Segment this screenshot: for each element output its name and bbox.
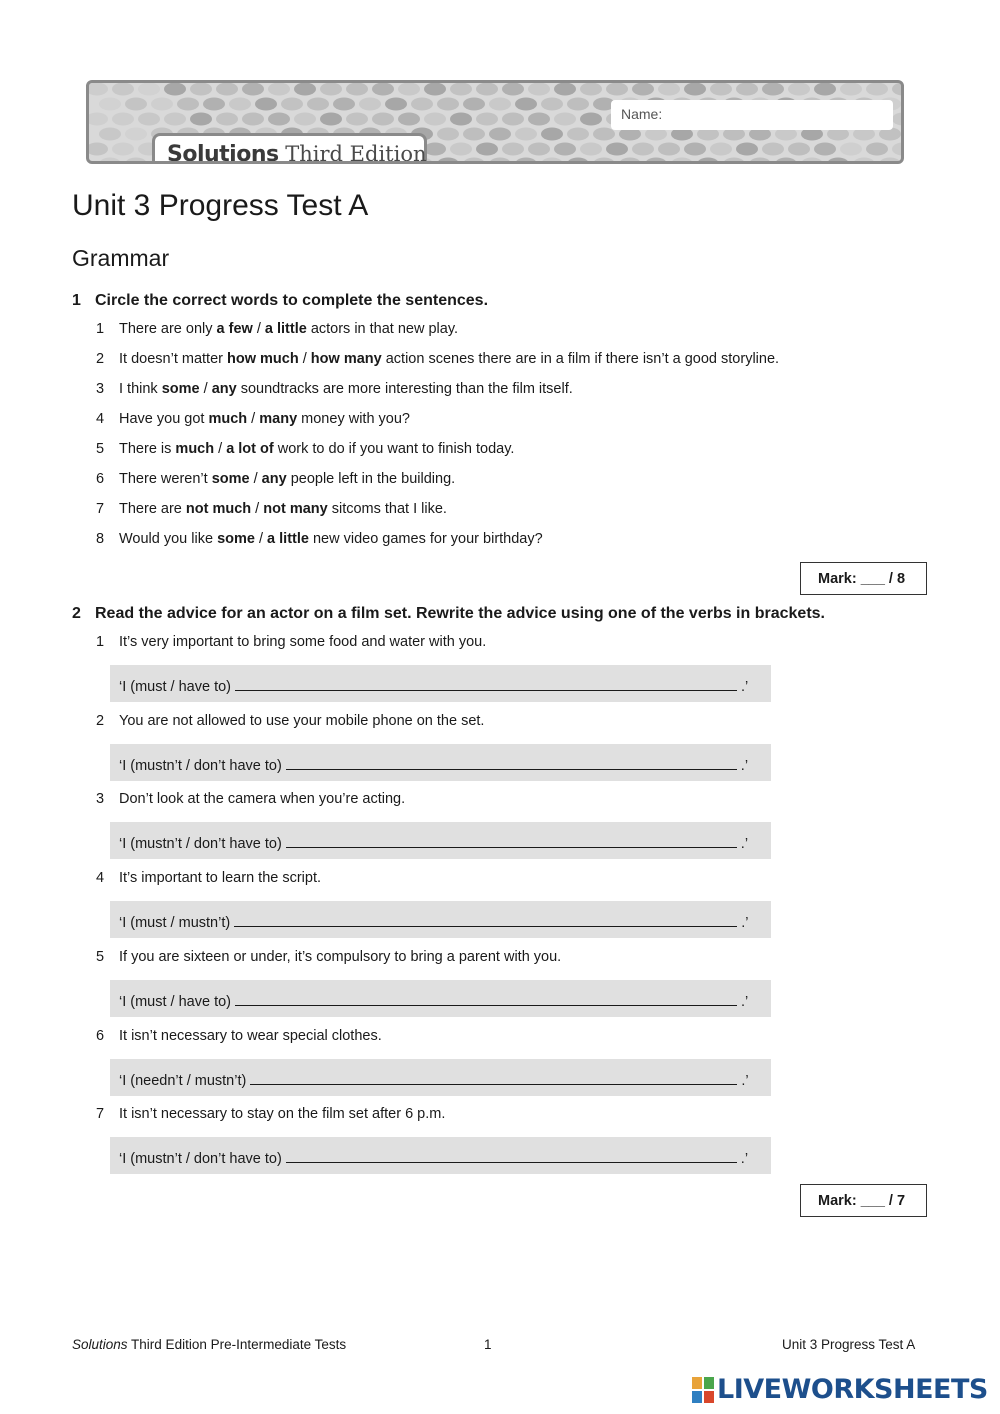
banner-pebble [99,158,121,165]
exercise-2-item [96,634,486,650]
exercise-instruction: Read the advice for an actor on a film set. Rewrite the advice using one of the verbs in brackets. [95,605,825,622]
banner-pebble [645,158,667,165]
banner-pebble [736,143,758,156]
banner-pebble [242,113,264,126]
banner-pebble [112,113,134,126]
banner-pebble [515,158,537,165]
banner-pebble [632,143,654,156]
banner-pebble [671,158,693,165]
answer-prompt: ‘I (must / mustn’t) [119,915,231,932]
banner-pebble [320,83,342,96]
banner-pebble [307,98,329,111]
banner-pebble [684,83,706,96]
answer-line[interactable] [286,833,737,848]
banner-pebble [320,113,342,126]
banner-pebble [762,143,784,156]
item-number: 4 [96,411,105,427]
banner-pebble [398,83,420,96]
exercise-1-item [96,441,514,457]
banner-pebble [216,83,238,96]
banner-pebble [489,98,511,111]
banner-pebble [437,158,459,165]
banner-pebble [515,98,537,111]
item-text-start: I think [119,381,162,397]
footer-italic: Solutions [72,1337,128,1352]
banner-pebble [710,83,732,96]
exercise-number: 2 [72,605,81,622]
item-number: 5 [96,441,105,457]
banner-pebble [125,128,147,141]
answer-prompt: ‘I (mustn’t / don’t have to) [119,1151,282,1168]
banner-pebble [554,143,576,156]
item-number: 6 [96,471,105,487]
banner-pebble [593,128,615,141]
banner-pebble [723,158,745,165]
item-text: You are not allowed to use your mobile phone on the set. [119,712,485,729]
option-separator: / [214,441,227,457]
option-2[interactable]: many [259,411,298,427]
banner-pebble [710,143,732,156]
exercise-1-heading [72,292,488,310]
item-text: It’s important to learn the script. [119,870,322,887]
item-text-start: It doesn’t matter [119,351,227,367]
banner-pebble [411,98,433,111]
banner-pebble [541,158,563,165]
exercise-2-item [96,1028,382,1044]
item-number: 6 [96,1027,105,1044]
option-separator: / [247,411,260,427]
answer-box[interactable] [110,822,771,859]
banner-pebble [515,128,537,141]
liveworksheets-text: LIVEWORKSHEETS [717,1374,988,1405]
banner-pebble [177,98,199,111]
banner-pebble [424,113,446,126]
banner-pebble [502,113,524,126]
name-field[interactable] [611,100,893,130]
item-text-start: There weren’t [119,471,212,487]
answer-end: .’ [741,993,749,1010]
banner-pebble [606,143,628,156]
exercise-2-item [96,1106,445,1122]
option-separator: / [254,531,268,547]
answer-box[interactable] [110,980,771,1017]
option-2[interactable]: not many [263,501,328,517]
option-1[interactable]: not much [185,501,252,517]
answer-end: .’ [740,757,749,774]
header-banner [86,80,904,164]
banner-pebble [528,113,550,126]
option-separator: / [199,381,212,397]
banner-pebble [450,83,472,96]
item-number: 2 [96,712,105,729]
banner-pebble [788,83,810,96]
option-1[interactable]: some [161,381,200,397]
banner-pebble [125,158,147,165]
page-title: Unit 3 Progress Test A [72,189,369,222]
item-number: 1 [96,634,105,650]
banner-pebble [502,143,524,156]
banner-pebble [788,143,810,156]
banner-pebble [658,143,680,156]
banner-pebble [632,83,654,96]
option-1[interactable]: a few [216,321,253,337]
banner-pebble [385,98,407,111]
banner-pebble [424,83,446,96]
item-text-end: people left in the building. [286,471,456,487]
item-number: 4 [96,870,105,887]
banner-pebble [190,113,212,126]
answer-line[interactable] [235,676,737,691]
banner-pebble [502,83,524,96]
banner-pebble [567,98,589,111]
banner-pebble [294,83,316,96]
answer-box[interactable] [110,1137,771,1174]
banner-pebble [814,83,836,96]
exercise-2-item [96,713,484,729]
exercise-1-item [96,381,573,397]
liveworksheets-icon [692,1377,714,1403]
answer-line[interactable] [286,1148,737,1163]
option-separator: / [298,351,311,367]
banner-pebble [112,83,134,96]
banner-pebble [89,143,108,156]
banner-pebble [866,143,888,156]
name-label: Name: [621,106,663,122]
banner-pebble [125,98,147,111]
banner-pebble [580,83,602,96]
banner-pebble [89,83,108,96]
item-number: 3 [96,791,105,808]
item-text: It isn’t necessary to wear special clothes. [119,1027,382,1044]
answer-end: .’ [741,1072,749,1089]
banner-pebble [476,113,498,126]
banner-pebble [892,113,904,126]
option-1[interactable]: much [175,441,215,457]
option-2[interactable]: a little [264,321,307,337]
item-text: It isn’t necessary to stay on the film set after 6 p.m. [119,1106,446,1123]
brand-logo [152,133,427,164]
option-separator: / [252,321,265,337]
banner-pebble [489,158,511,165]
banner-pebble [879,158,901,165]
mark-label: Mark: ___ / 7 [818,1193,906,1209]
item-text-end: actors in that new play. [306,321,459,337]
banner-pebble [736,83,758,96]
banner-pebble [762,83,784,96]
answer-box[interactable] [110,1059,771,1096]
exercise-2-item [96,949,561,965]
brand-strong: Solutions [167,142,279,164]
banner-pebble [359,98,381,111]
liveworksheets-watermark [692,1372,992,1408]
exercise-2-item [96,870,321,886]
section-heading: Grammar [72,245,170,271]
item-number: 1 [96,321,105,337]
banner-pebble [853,158,875,165]
banner-pebble [242,83,264,96]
banner-pebble [580,143,602,156]
exercise-2-item [96,791,405,807]
banner-pebble [99,98,121,111]
option-1[interactable]: how much [227,351,299,367]
banner-pebble [437,98,459,111]
option-2[interactable]: any [261,471,287,487]
banner-pebble [450,113,472,126]
option-2[interactable]: how many [310,351,382,367]
banner-pebble [89,113,108,126]
banner-pebble [528,83,550,96]
banner-pebble [372,83,394,96]
option-2[interactable]: a little [267,531,309,547]
item-text-end: new video games for your birthday? [308,531,543,547]
banner-pebble [164,113,186,126]
option-1[interactable]: some [217,531,255,547]
banner-pebble [801,158,823,165]
exercise-1-item [96,531,543,547]
banner-pebble [463,158,485,165]
answer-end: .’ [741,679,749,695]
item-text-end: money with you? [297,411,410,427]
mark-box-1 [800,562,927,595]
exercise-1-item [96,471,455,487]
banner-pebble [476,143,498,156]
banner-pebble [775,158,797,165]
item-text-start: There are only [119,321,217,337]
banner-pebble [567,128,589,141]
banner-pebble [541,98,563,111]
answer-line[interactable] [234,912,737,927]
exercise-1-item [96,501,447,517]
item-number: 7 [96,501,105,517]
item-text-start: Would you like [119,531,218,547]
banner-pebble [424,143,446,156]
item-text-end: sitcoms that I like. [327,501,447,517]
item-text: Don’t look at the camera when you’re acting. [119,791,406,808]
banner-pebble [463,128,485,141]
answer-prompt: ‘I (must / have to) [119,993,232,1010]
exercise-1-item [96,411,410,427]
banner-pebble [892,143,904,156]
item-text: It’s very important to bring some food and water with you. [119,634,487,650]
banner-pebble [749,158,771,165]
banner-pebble [450,143,472,156]
banner-pebble [554,83,576,96]
banner-pebble [151,98,173,111]
answer-box[interactable] [110,901,771,938]
footer-left [72,1337,346,1352]
banner-pebble [229,98,251,111]
brand-light: Third Edition [285,142,427,164]
banner-pebble [892,83,904,96]
banner-pebble [658,83,680,96]
answer-prompt: ‘I (must / have to) [119,679,232,695]
item-text-end: work to do if you want to finish today. [273,441,515,457]
option-separator: / [251,501,264,517]
answer-line[interactable] [235,991,737,1006]
footer-left-text: Third Edition Pre-Intermediate Tests [127,1337,347,1352]
banner-pebble [437,128,459,141]
item-number: 3 [96,381,105,397]
banner-pebble [606,83,628,96]
answer-box[interactable] [110,665,771,702]
banner-pebble [216,113,238,126]
banner-pebble [138,113,160,126]
exercise-1-item [96,321,458,337]
item-number: 2 [96,351,105,367]
footer-right: Unit 3 Progress Test A [782,1337,916,1352]
item-text-start: Have you got [119,411,209,427]
option-1[interactable]: some [211,471,250,487]
banner-pebble [164,83,186,96]
answer-end: .’ [741,915,749,932]
mark-box-2 [800,1184,927,1217]
item-text-start: There is [119,441,176,457]
banner-pebble [684,143,706,156]
banner-pebble [398,113,420,126]
mark-label: Mark: ___ / 8 [818,571,906,587]
item-number: 7 [96,1106,105,1123]
item-number: 8 [96,531,105,547]
option-1[interactable]: much [208,411,248,427]
banner-pebble [190,83,212,96]
exercise-2-heading [72,605,825,623]
item-text: If you are sixteen or under, it’s compulsory to bring a parent with you. [119,948,562,965]
footer-page-number: 1 [484,1337,492,1352]
exercise-number: 1 [72,292,81,309]
banner-pebble [866,83,888,96]
banner-pebble [203,98,225,111]
banner-pebble [463,98,485,111]
exercise-1-item [96,351,779,367]
answer-end: .’ [740,1151,749,1168]
banner-pebble [827,158,849,165]
banner-pebble [281,98,303,111]
item-text-start: There are [119,501,186,517]
banner-pebble [346,113,368,126]
banner-pebble [528,143,550,156]
answer-prompt: ‘I (mustn’t / don’t have to) [119,757,282,774]
banner-pebble [346,83,368,96]
banner-pebble [268,83,290,96]
banner-pebble [476,83,498,96]
answer-prompt: ‘I (needn’t / mustn’t) [119,1072,247,1089]
banner-pebble [255,98,277,111]
option-2[interactable]: any [211,381,237,397]
answer-box[interactable] [110,744,771,781]
banner-pebble [593,158,615,165]
banner-pebble [840,143,862,156]
banner-pebble [554,113,576,126]
option-separator: / [249,471,262,487]
banner-pebble [840,83,862,96]
answer-end: .’ [740,836,749,853]
banner-pebble [294,113,316,126]
banner-pebble [814,143,836,156]
item-number: 5 [96,948,105,965]
banner-pebble [112,143,134,156]
banner-pebble [580,113,602,126]
banner-pebble [138,83,160,96]
banner-pebble [697,158,719,165]
banner-pebble [372,113,394,126]
item-text-end: action scenes there are in a film if there isn’t a good storyline. [381,351,780,367]
answer-line[interactable] [250,1070,737,1085]
banner-pebble [489,128,511,141]
answer-line[interactable] [286,755,737,770]
banner-pebble [619,158,641,165]
banner-pebble [99,128,121,141]
banner-pebble [567,158,589,165]
item-text-end: soundtracks are more interesting than the film itself. [236,381,573,397]
option-2[interactable]: a lot of [226,441,274,457]
exercise-instruction: Circle the correct words to complete the sentences. [95,292,489,309]
answer-prompt: ‘I (mustn’t / don’t have to) [119,836,282,853]
banner-pebble [333,98,355,111]
banner-pebble [268,113,290,126]
banner-pebble [541,128,563,141]
